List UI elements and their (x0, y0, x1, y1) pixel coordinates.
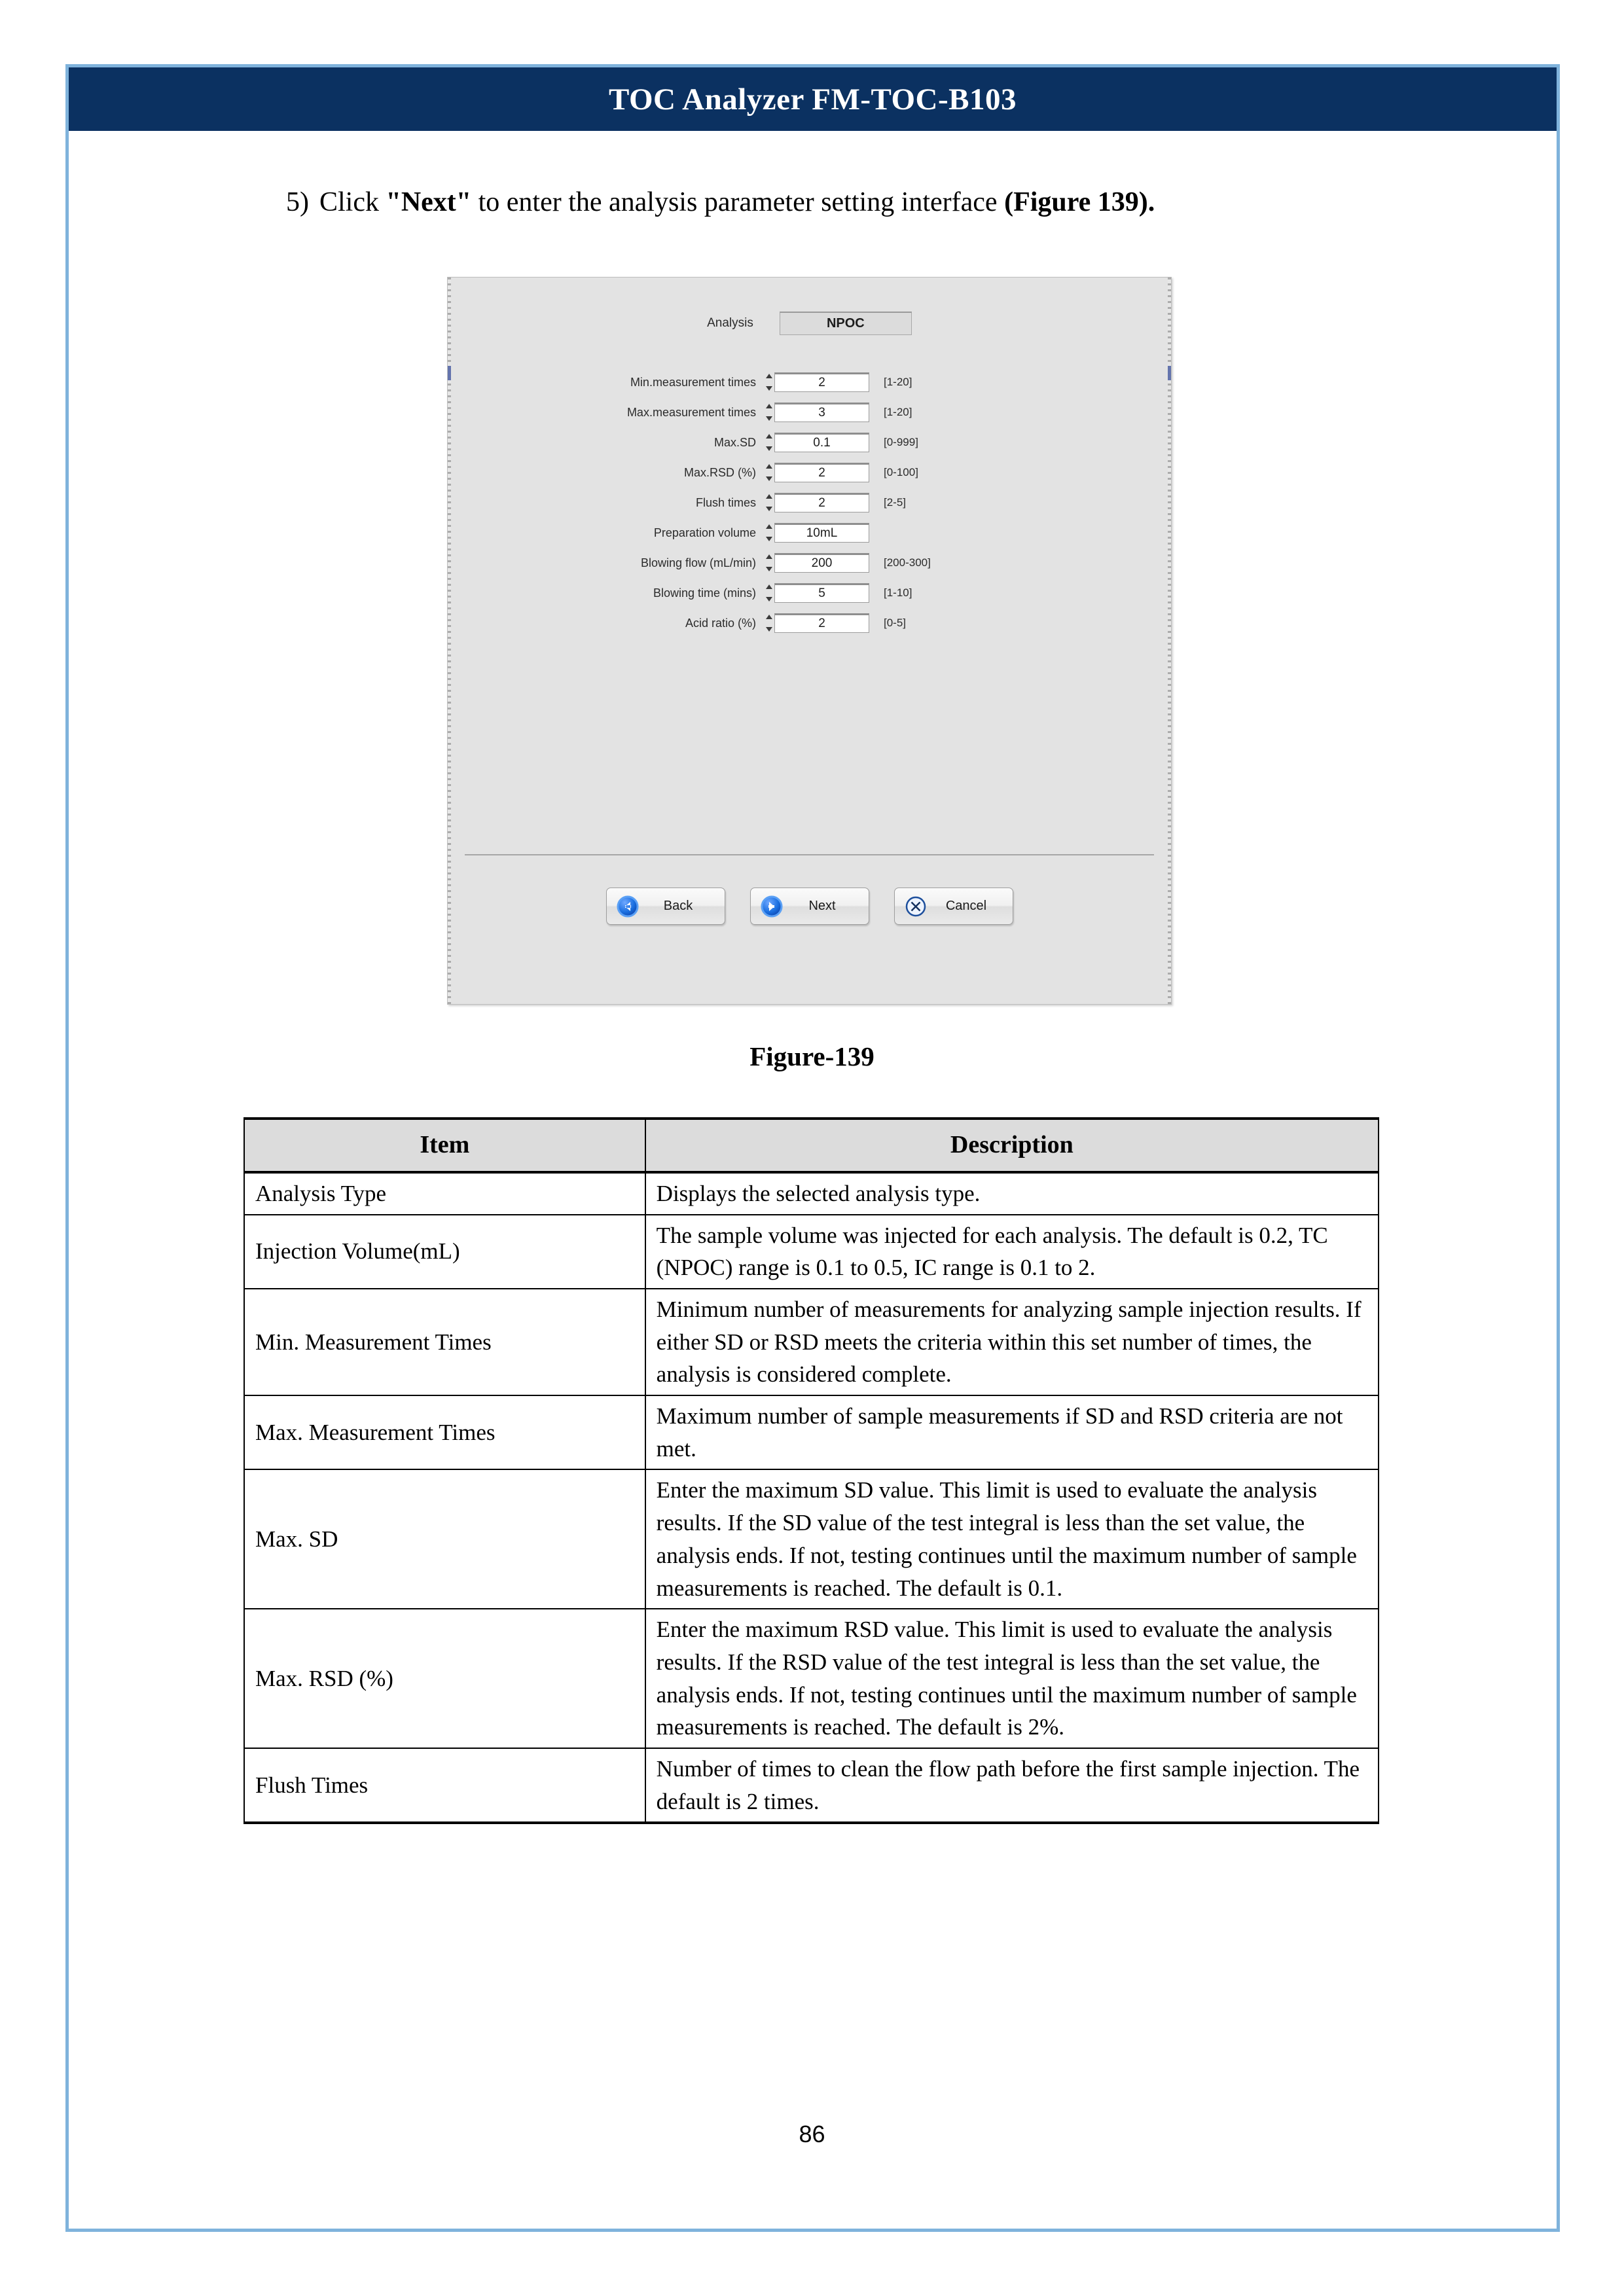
step-instruction (286, 187, 1464, 218)
step-text-1: Click (319, 187, 386, 217)
parameter-range-hint: [200-300] (884, 556, 931, 569)
table-row (244, 1172, 1379, 1215)
chevron-up-icon[interactable] (766, 524, 772, 529)
parameter-range-hint: [0-5] (884, 617, 907, 629)
spinner-arrows-icon[interactable] (765, 434, 773, 451)
table-cell-description: The sample volume was injected for each analysis. The default is 0.2, TC (NPOC) range is 0.1 to 0.5, IC range is 0.1 to 2. (645, 1215, 1379, 1289)
chevron-up-icon[interactable] (766, 554, 772, 559)
spinner-arrows-icon[interactable] (765, 494, 773, 511)
parameter-row-acid-ratio (448, 613, 1171, 633)
parameter-label: Blowing flow (mL/min) (640, 556, 756, 569)
analysis-type-row (448, 312, 1171, 335)
parameter-row-flush-times (448, 493, 1171, 512)
next-button[interactable] (750, 888, 869, 925)
table-row (244, 1609, 1379, 1748)
table-row (244, 1395, 1379, 1469)
parameter-row-preparation-volume (448, 523, 1171, 543)
parameter-row-blowing-flow (448, 553, 1171, 573)
analysis-type-label: Analysis (707, 316, 753, 330)
table-cell-item: Injection Volume(mL) (244, 1215, 645, 1289)
parameter-input[interactable]: 3 (774, 403, 869, 422)
chevron-down-icon[interactable] (766, 537, 772, 541)
table-cell-item: Max. RSD (%) (244, 1609, 645, 1748)
parameter-row-max-measurement-times (448, 403, 1171, 422)
table-header-item: Item (244, 1119, 645, 1172)
parameter-row-max-rsd (448, 463, 1171, 482)
table-cell-description: Enter the maximum RSD value. This limit is used to evaluate the analysis results. If the RSD value of the test integral is less than the set value, the analysis ends. If not, testing continues until the maximum number of sample measurements is reached. The default is 2%. (645, 1609, 1379, 1748)
cancel-button-label: Cancel (945, 899, 987, 913)
spinner-arrows-icon[interactable] (765, 464, 773, 481)
figure-caption: Figure-139 (749, 1041, 875, 1071)
chevron-up-icon[interactable] (766, 494, 772, 499)
table-cell-description: Maximum number of sample measurements if SD and RSD criteria are not met. (645, 1395, 1379, 1469)
table-row (244, 1469, 1379, 1609)
parameter-row-min-measurement-times (448, 372, 1171, 392)
chevron-up-icon[interactable] (766, 434, 772, 439)
close-circle-icon (903, 894, 928, 919)
chevron-down-icon[interactable] (766, 416, 772, 421)
parameter-input[interactable]: 0.1 (774, 433, 869, 452)
parameter-range-hint: [2-5] (884, 496, 907, 509)
parameter-input[interactable]: 5 (774, 583, 869, 603)
arrow-left-circle-icon (615, 894, 640, 919)
parameter-input[interactable]: 2 (774, 372, 869, 392)
spinner-arrows-icon[interactable] (765, 374, 773, 391)
parameter-row-max-sd (448, 433, 1171, 452)
parameter-input[interactable]: 2 (774, 613, 869, 633)
next-button-label: Next (808, 899, 836, 913)
table-cell-item: Analysis Type (244, 1172, 645, 1215)
table-cell-description: Number of times to clean the flow path before the first sample injection. The default is 2 times. (645, 1748, 1379, 1823)
table-row (244, 1289, 1379, 1395)
dialog-divider (465, 854, 1154, 855)
parameter-label: Min.measurement times (630, 375, 756, 389)
table-cell-item: Min. Measurement Times (244, 1289, 645, 1395)
table-cell-item: Max. SD (244, 1469, 645, 1609)
chevron-down-icon[interactable] (766, 597, 772, 601)
parameter-label: Flush times (695, 495, 756, 509)
back-button-label: Back (663, 899, 693, 913)
table-cell-description: Enter the maximum SD value. This limit is used to evaluate the analysis results. If the SD value of the test integral is less than the set value, the analysis ends. If not, testing continues until the maximum number of sample measurements is reached. The default is 0.1. (645, 1469, 1379, 1609)
document-header (69, 67, 1557, 131)
page-number: 86 (799, 2121, 825, 2147)
table-cell-item: Max. Measurement Times (244, 1395, 645, 1469)
chevron-down-icon[interactable] (766, 627, 772, 632)
table-row (244, 1748, 1379, 1823)
parameter-range-hint: [1-20] (884, 376, 912, 388)
analysis-type-value: NPOC (780, 312, 912, 335)
back-button[interactable] (606, 888, 725, 925)
parameter-input[interactable]: 10mL (774, 523, 869, 543)
parameter-range-hint: [0-999] (884, 436, 918, 448)
chevron-up-icon[interactable] (766, 584, 772, 589)
parameter-input[interactable]: 200 (774, 553, 869, 573)
table-cell-description: Minimum number of measurements for analyzing sample injection results. If either SD or RSD meets the criteria within this set number of times, the analysis is considered complete. (645, 1289, 1379, 1395)
cancel-button[interactable] (894, 888, 1013, 925)
step-number: 5) (286, 187, 309, 217)
spinner-arrows-icon[interactable] (765, 524, 773, 541)
table-header-description: Description (645, 1119, 1379, 1172)
chevron-down-icon[interactable] (766, 476, 772, 481)
step-text-2: to enter the analysis parameter setting interface (471, 187, 1005, 217)
step-bold-next: "Next" (386, 187, 472, 217)
parameter-list (448, 372, 1171, 643)
chevron-down-icon[interactable] (766, 567, 772, 571)
dialog-button-bar (448, 888, 1171, 925)
analysis-parameter-dialog-screenshot (447, 277, 1172, 1005)
spinner-arrows-icon[interactable] (765, 615, 773, 632)
parameter-range-hint: [0-100] (884, 466, 918, 478)
chevron-down-icon[interactable] (766, 446, 772, 451)
parameter-range-hint: [1-20] (884, 406, 912, 418)
chevron-down-icon[interactable] (766, 386, 772, 391)
parameter-input[interactable]: 2 (774, 493, 869, 512)
spinner-arrows-icon[interactable] (765, 554, 773, 571)
parameter-range-hint: [1-10] (884, 586, 912, 599)
page-title: TOC Analyzer FM-TOC-B103 (609, 82, 1017, 117)
arrow-right-circle-icon (759, 894, 784, 919)
chevron-up-icon[interactable] (766, 464, 772, 469)
table-cell-description: Displays the selected analysis type. (645, 1172, 1379, 1215)
chevron-down-icon[interactable] (766, 507, 772, 511)
parameter-label: Max.RSD (%) (683, 465, 756, 479)
parameter-input[interactable]: 2 (774, 463, 869, 482)
chevron-up-icon[interactable] (766, 374, 772, 378)
chevron-up-icon[interactable] (766, 615, 772, 619)
table-header-row (244, 1119, 1379, 1172)
step-bold-figure-ref: (Figure 139). (1004, 187, 1155, 217)
parameter-row-blowing-time (448, 583, 1171, 603)
parameter-label: Acid ratio (%) (685, 616, 756, 630)
parameter-label: Max.SD (713, 435, 756, 449)
spinner-arrows-icon[interactable] (765, 404, 773, 421)
chevron-up-icon[interactable] (766, 404, 772, 408)
table-row (244, 1215, 1379, 1289)
spinner-arrows-icon[interactable] (765, 584, 773, 601)
parameter-description-table (244, 1117, 1379, 1824)
parameter-label: Blowing time (mins) (653, 586, 756, 600)
table-cell-item: Flush Times (244, 1748, 645, 1823)
parameter-label: Preparation volume (653, 526, 756, 539)
parameter-label: Max.measurement times (626, 405, 756, 419)
